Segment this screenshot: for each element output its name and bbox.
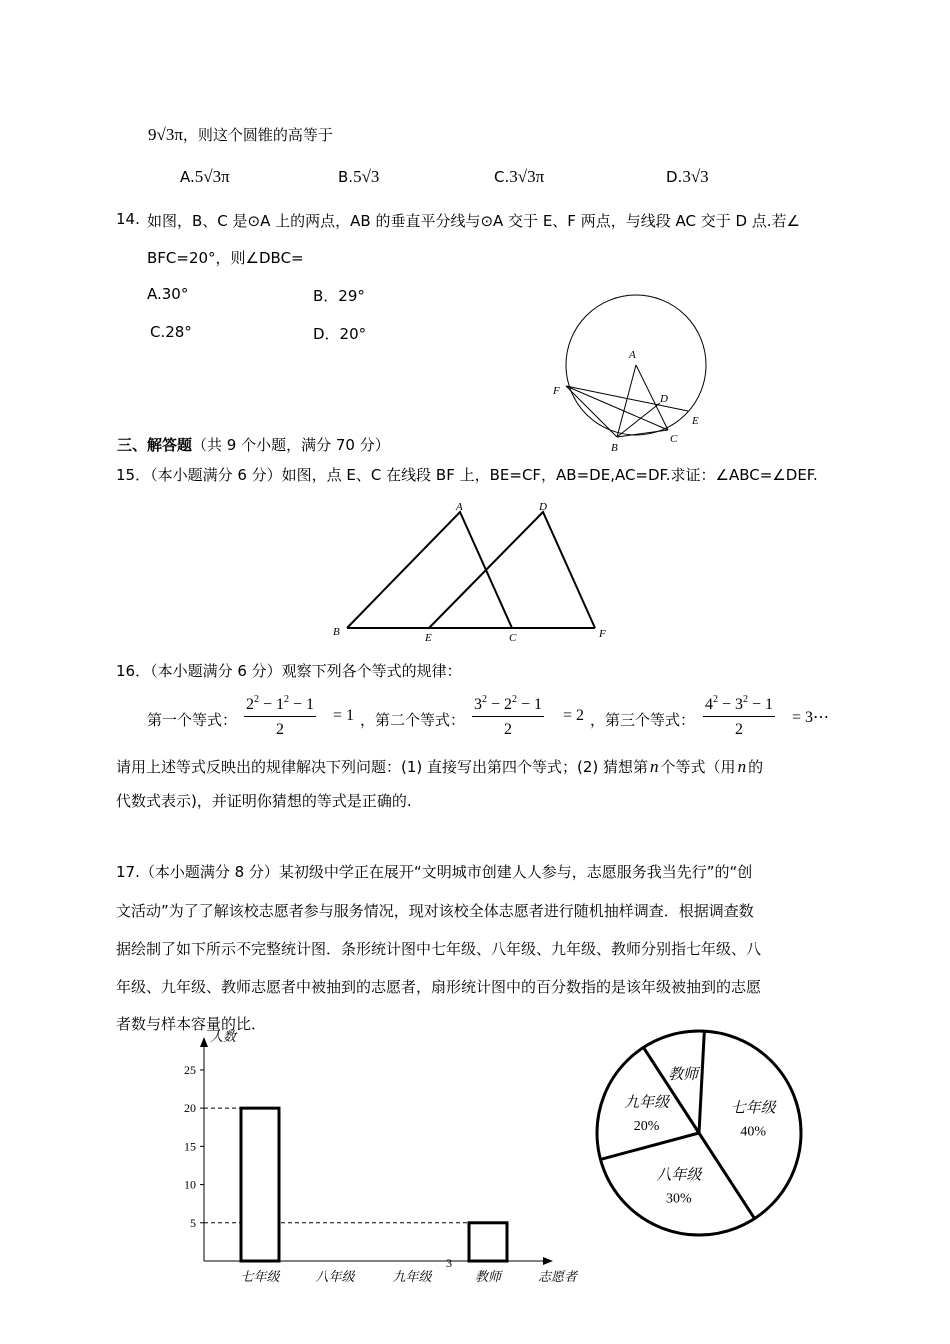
q16-line3: 请用上述等式反映出的规律解决下列问题：(1) 直接写出第四个等式；(2) 猜想第 n 个等式（用 n 的 — [116, 757, 764, 776]
q16-eq2-result: = 2 — [563, 707, 585, 724]
section3-note: （共 9 个小题，满分 70 分） — [192, 436, 390, 454]
q15-text: 15．（本小题满分 6 分）如图，点 E、C 在线段 BF 上，BE=CF，AB=DE,AC=DF.求证：∠ABC=∠DEF. — [116, 466, 818, 484]
q15-triangle-figure — [325, 495, 615, 645]
q16-eq1-fraction: $2^2 - 1^2 - 1$ 2 — [246, 694, 315, 738]
q13-option-d: D.3√3 — [666, 167, 709, 186]
x-tick-label: 教师 — [474, 1269, 502, 1284]
y-tick-label: 15 — [184, 1139, 196, 1154]
slice-percent: 20% — [633, 1118, 660, 1134]
q16-eq3-result: = 3⋯ — [792, 709, 830, 726]
y-axis-arrow — [200, 1037, 208, 1047]
q17-line2: 文活动”为了了解该校志愿者参与服务情况，现对该校全体志愿者进行随机抽样调查．根据调查数 — [116, 902, 754, 920]
slice-percent: 40% — [740, 1124, 767, 1140]
label-a: A — [456, 501, 463, 513]
label-c: C — [509, 632, 517, 644]
y-tick-label: 10 — [184, 1177, 196, 1192]
q17-line5: 者数与样本容量的比． — [116, 1015, 267, 1033]
segment-fb — [566, 386, 617, 437]
q14-circle-figure — [545, 290, 730, 460]
label-f: F — [599, 628, 606, 640]
x-tick-label: 八年级 — [315, 1269, 355, 1284]
q14-option-c: C.28° — [150, 323, 192, 341]
label-e: E — [692, 415, 699, 427]
q13-lead — [148, 124, 333, 145]
label-b: B — [611, 442, 618, 454]
q14-option-a: A.30° — [147, 285, 189, 303]
q14-option-d: D．20° — [313, 325, 367, 343]
bar-1 — [241, 1108, 279, 1261]
slice-label: 八年级 — [656, 1167, 702, 1184]
label-e: E — [425, 632, 432, 644]
label-a: A — [629, 349, 636, 361]
x-tick-label: 七年级 — [240, 1269, 280, 1284]
q16-eq2-fraction: $3^2 - 2^2 - 1$ 2 — [474, 694, 543, 738]
bar-chart — [160, 1025, 600, 1290]
q14-number: 14. — [116, 210, 140, 228]
q16-eq3-fraction: $4^2 - 3^2 - 1$ 2 — [705, 694, 774, 738]
x-axis-arrow — [543, 1257, 553, 1265]
page-number: 3 — [446, 1256, 452, 1270]
q13-lead-math: 9√3π — [148, 125, 183, 144]
section3-heading — [117, 434, 390, 455]
slice-label: 教师 — [668, 1066, 699, 1083]
q17-line1: 17.（本小题满分 8 分）某初级中学正在展开“文明城市创建人人参与，志愿服务我当先行”的“创 — [116, 863, 753, 881]
label-d: D — [539, 501, 547, 513]
q14-option-b: B．29° — [313, 287, 365, 305]
label-d: D — [660, 393, 668, 405]
triangle-def — [429, 512, 595, 628]
q17-line4: 年级、九年级、教师志愿者中被抽到的志愿者，扇形统计图中的百分数指的是该年级被抽到的志愿 — [116, 978, 762, 996]
y-axis-label: 人数 — [210, 1029, 237, 1044]
label-f: F — [553, 385, 560, 397]
y-tick-label: 25 — [184, 1062, 196, 1077]
x-tick-label: 九年级 — [392, 1269, 432, 1284]
q14-line2: BFC=20°，则∠DBC= — [147, 249, 304, 267]
q16-eq1-label: 第一个等式： — [147, 711, 238, 729]
q16-text: 16．（本小题满分 6 分）观察下列各个等式的规律： — [116, 662, 462, 680]
pie-chart — [590, 1020, 810, 1240]
q13-lead-text: ，则这个圆锥的高等于 — [182, 126, 333, 144]
bar-4 — [469, 1223, 507, 1261]
segment-ab — [617, 365, 636, 437]
q13-option-c: C.3√3π — [494, 167, 545, 186]
x-axis-label: 志愿者 — [538, 1269, 578, 1284]
y-tick-label: 5 — [190, 1215, 196, 1230]
label-b: B — [333, 626, 340, 638]
q17-line3: 据绘制了如下所示不完整统计图．条形统计图中七年级、八年级、九年级、教师分别指七年级、八 — [116, 940, 762, 958]
slice-percent: 30% — [666, 1191, 692, 1207]
q16-eq3-label: ，第三个等式： — [590, 711, 696, 729]
q13-option-b: B.5√3 — [338, 167, 380, 186]
q14-line1: 如图，B、C 是⊙A 上的两点，AB 的垂直平分线与⊙A 交于 E、F 两点，与线段 AC 交于 D 点.若∠ — [147, 212, 801, 230]
label-c: C — [670, 433, 678, 445]
q16-eq2-label: ，第二个等式： — [360, 711, 466, 729]
slice-label: 九年级 — [624, 1094, 670, 1111]
q16-eq1-result: = 1 — [333, 707, 355, 724]
y-tick-label: 20 — [184, 1101, 196, 1116]
segment-fe — [566, 386, 688, 411]
q13-option-a: A.5√3π — [180, 167, 230, 186]
section3-title: 三、解答题 — [117, 436, 193, 454]
slice-label: 七年级 — [730, 1100, 776, 1117]
q16-line4: 代数式表示)，并证明你猜想的等式是正确的. — [116, 792, 412, 810]
